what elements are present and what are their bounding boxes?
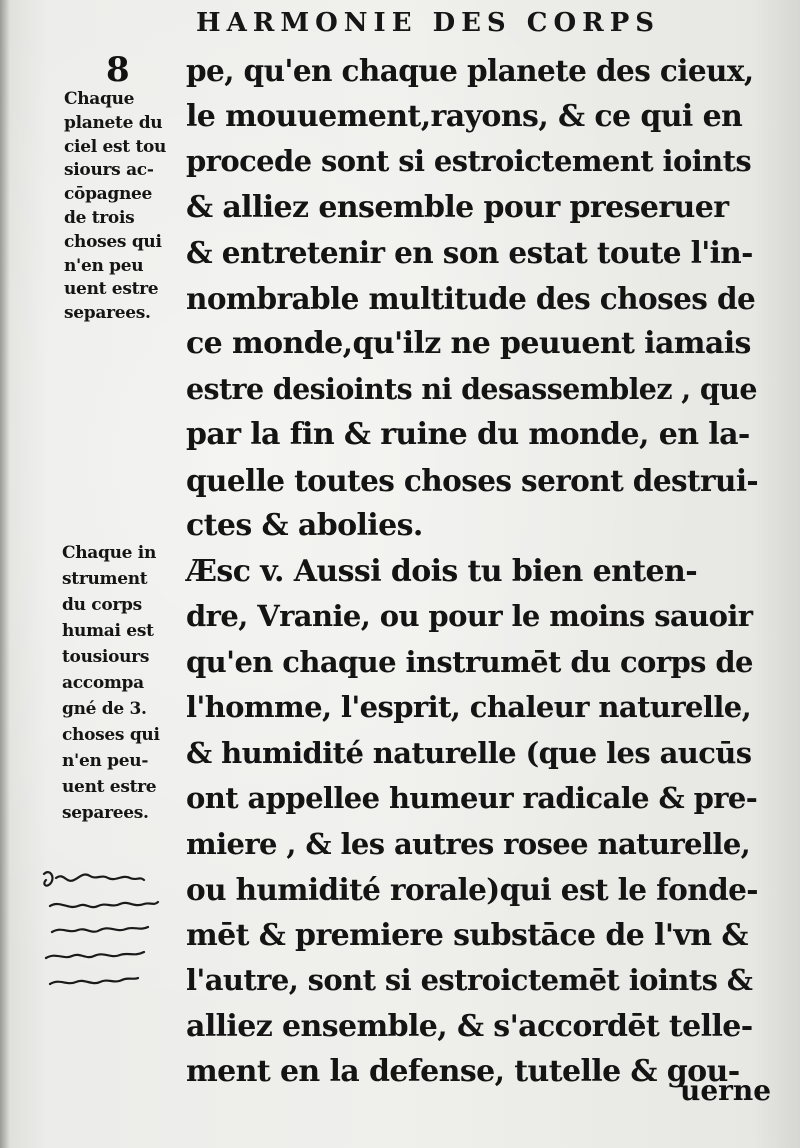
margin-note-line: tousiours [62,647,150,667]
margin-note-planets [64,88,182,326]
margin-note-line: uent estre [64,279,159,300]
margin-note-line: n'en peu- [62,751,149,771]
text-line: estre desioints ni desassemblez , que [186,371,757,406]
signature-mark: 8 [106,50,130,90]
text-line: ment en la defense, tutelle & gou- [186,1054,740,1089]
text-line: Æsc v. Aussi dois tu bien enten- [186,553,698,589]
text-line: alliez ensemble, & s'accordēt telle- [186,1008,753,1044]
text-line: l'homme, l'esprit, chaleur naturelle, [186,690,752,724]
margin-note-line: siours ac- [64,160,154,181]
margin-note-line: choses qui [64,231,162,252]
catchword: uerne [680,1074,772,1107]
margin-note-line: humai est [62,621,154,641]
margin-note-line: de trois [64,207,135,228]
margin-note-line: Chaque in [62,543,157,563]
text-line: procede sont si estroictement ioints [186,144,752,178]
margin-note-line: gné de 3. [62,699,147,719]
text-line: ou humidité rorale)qui est le fonde- [186,872,758,907]
margin-note-line: ciel est tou [64,136,167,157]
margin-note-line: accompa [62,673,144,693]
text-line: dre, Vranie, ou pour le moins sauoir [186,599,753,633]
page-edge-shadow [0,0,10,1148]
text-line: par la fin & ruine du monde, en la- [186,417,750,452]
margin-note-line: planete du [64,112,163,133]
margin-note-line: uent estre [62,777,157,797]
running-header: HARMONIE DES CORPS [196,8,661,38]
margin-note-instruments [62,540,180,826]
handwritten-annotation [30,862,190,1002]
margin-note-line: cōpagnee [64,184,153,205]
text-line: & alliez ensemble pour preseruer [186,189,729,225]
text-line: mēt & premiere substāce de l'vn & [186,917,748,953]
text-line: ctes & abolies. [186,508,423,543]
text-line: le mouuement,rayons, & ce qui en [186,98,743,134]
text-line: ce monde,qu'ilz ne peuuent iamais [186,326,751,361]
margin-note-line: du corps [62,595,142,615]
margin-note-line: Chaque [64,89,135,109]
text-line: qu'en chaque instrumēt du corps de [186,644,753,679]
text-line: & entretenir en son estat toute l'in- [186,235,753,270]
text-line: ont appellee humeur radicale & pre- [186,781,758,815]
margin-note-line: separees. [64,303,151,324]
text-line: & humidité naturelle (que les aucūs [186,735,752,770]
margin-note-line: choses qui [62,725,160,745]
margin-note-line: n'en peu [64,255,144,276]
text-line: l'autre, sont si estroictemēt ioints & [186,963,753,997]
text-line: nombrable multitude des choses de [186,280,756,316]
text-line: pe, qu'en chaque planete des cieux, [186,53,754,88]
text-line: miere , & les autres rosee naturelle, [186,826,751,861]
main-text-block [186,48,758,1095]
text-line: quelle toutes choses seront destrui- [186,462,759,498]
margin-note-line: strument [62,569,148,589]
margin-note-line: separees. [62,803,149,823]
